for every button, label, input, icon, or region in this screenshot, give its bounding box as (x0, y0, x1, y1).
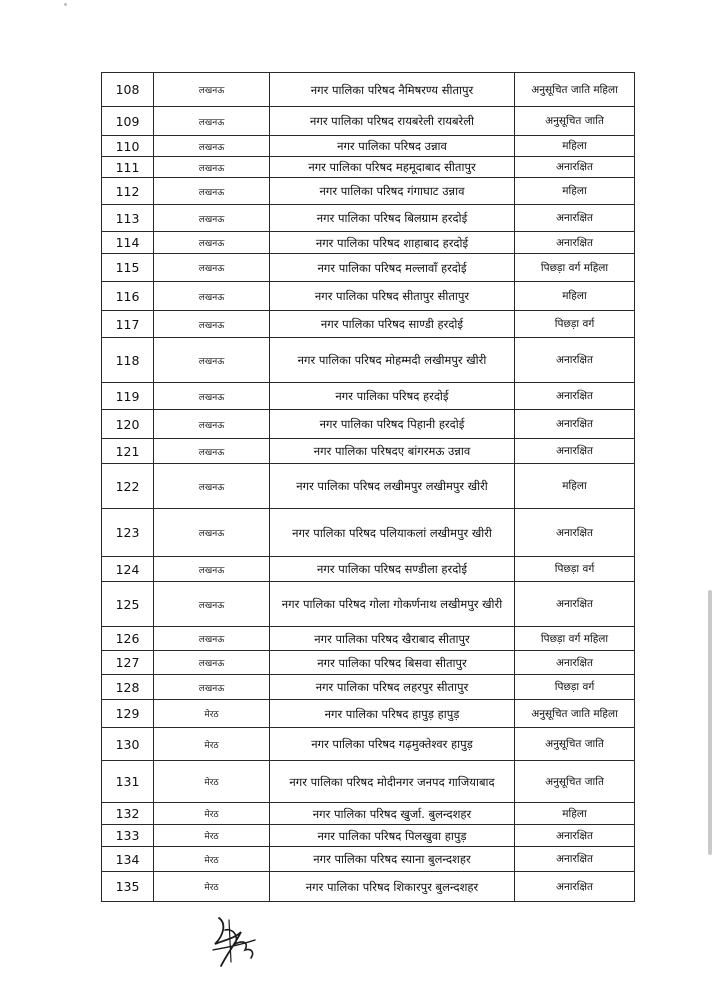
serial-number-cell: 110 (102, 136, 154, 157)
serial-number-cell: 123 (102, 509, 154, 557)
table-row (102, 700, 635, 728)
municipality-name-cell: नगर पालिका परिषद गोला गोकर्णनाथ लखीमपुर खीरी (270, 582, 515, 627)
table-row (102, 254, 635, 282)
serial-number-cell: 115 (102, 254, 154, 282)
reservation-category-cell: अनारक्षित (515, 410, 635, 439)
serial-number-cell: 124 (102, 557, 154, 582)
serial-number-cell: 125 (102, 582, 154, 627)
division-cell: लखनऊ (154, 136, 270, 157)
reservation-table (101, 72, 635, 902)
municipality-name-cell: नगर पालिका परिषद मोहम्मदी लखीमपुर खीरी (270, 338, 515, 383)
division-cell: मेरठ (154, 700, 270, 728)
table-row (102, 157, 635, 178)
division-cell: लखनऊ (154, 205, 270, 232)
municipality-name-cell: नगर पालिका परिषद उन्नाव (270, 136, 515, 157)
municipality-name-cell: नगर पालिका परिषद पिलखुवा हापुड़ (270, 825, 515, 847)
serial-number-cell: 118 (102, 338, 154, 383)
serial-number-cell: 129 (102, 700, 154, 728)
municipality-name-cell: नगर पालिका परिषद हरदोई (270, 383, 515, 410)
table-row (102, 557, 635, 582)
serial-number-cell: 126 (102, 627, 154, 651)
division-cell: लखनऊ (154, 651, 270, 675)
reservation-category-cell: पिछड़ा वर्ग (515, 557, 635, 582)
municipality-name-cell: नगर पालिका परिषद हापुड़ हापुड़ (270, 700, 515, 728)
municipality-name-cell: नगर पालिका परिषद सण्डीला हरदोई (270, 557, 515, 582)
division-cell: लखनऊ (154, 627, 270, 651)
division-cell: लखनऊ (154, 157, 270, 178)
serial-number-cell: 130 (102, 728, 154, 761)
municipality-name-cell: नगर पालिका परिषद खुर्जा. बुलन्दशहर (270, 803, 515, 825)
table-row (102, 582, 635, 627)
municipality-name-cell: नगर पालिका परिषद पलियाकलां लखीमपुर खीरी (270, 509, 515, 557)
table-row (102, 728, 635, 761)
table-row (102, 439, 635, 464)
reservation-category-cell: अनारक्षित (515, 825, 635, 847)
serial-number-cell: 127 (102, 651, 154, 675)
municipality-name-cell: नगर पालिका परिषद लहरपुर सीतापुर (270, 675, 515, 700)
table-row (102, 232, 635, 254)
reservation-category-cell: अनारक्षित (515, 582, 635, 627)
table-row (102, 282, 635, 311)
reservation-category-cell: अनुसूचित जाति (515, 107, 635, 136)
reservation-category-cell: अनारक्षित (515, 509, 635, 557)
reservation-category-cell: अनारक्षित (515, 439, 635, 464)
reservation-category-cell: अनारक्षित (515, 872, 635, 902)
reservation-category-cell: महिला (515, 178, 635, 205)
table-row (102, 872, 635, 902)
scrollbar[interactable] (708, 590, 712, 855)
municipality-name-cell: नगर पालिका परिषद साण्डी हरदोई (270, 311, 515, 338)
municipality-name-cell: नगर पालिका परिषद खैराबाद सीतापुर (270, 627, 515, 651)
division-cell: लखनऊ (154, 254, 270, 282)
table-row (102, 410, 635, 439)
division-cell: लखनऊ (154, 509, 270, 557)
reservation-category-cell: अनारक्षित (515, 651, 635, 675)
division-cell: लखनऊ (154, 282, 270, 311)
serial-number-cell: 133 (102, 825, 154, 847)
municipality-name-cell: नगर पालिका परिषद सीतापुर सीतापुर (270, 282, 515, 311)
reservation-category-cell: अनुसूचित जाति महिला (515, 700, 635, 728)
municipality-name-cell: नगर पालिका परिषद रायबरेली रायबरेली (270, 107, 515, 136)
reservation-category-cell: पिछड़ा वर्ग महिला (515, 254, 635, 282)
serial-number-cell: 116 (102, 282, 154, 311)
municipality-name-cell: नगर पालिका परिषद बिसवा सीतापुर (270, 651, 515, 675)
division-cell: लखनऊ (154, 383, 270, 410)
reservation-category-cell: महिला (515, 803, 635, 825)
table-row (102, 803, 635, 825)
serial-number-cell: 111 (102, 157, 154, 178)
serial-number-cell: 121 (102, 439, 154, 464)
division-cell: लखनऊ (154, 107, 270, 136)
municipality-name-cell: नगर पालिका परिषद नैमिषरण्य सीतापुर (270, 73, 515, 107)
division-cell: लखनऊ (154, 410, 270, 439)
division-cell: लखनऊ (154, 178, 270, 205)
table-row (102, 178, 635, 205)
table-row (102, 107, 635, 136)
table-row (102, 338, 635, 383)
reservation-category-cell: पिछड़ा वर्ग (515, 675, 635, 700)
table-row (102, 383, 635, 410)
division-cell: लखनऊ (154, 582, 270, 627)
serial-number-cell: 109 (102, 107, 154, 136)
paper-speck (64, 3, 67, 6)
table-row (102, 136, 635, 157)
division-cell: लखनऊ (154, 439, 270, 464)
reservation-category-cell: अनारक्षित (515, 338, 635, 383)
division-cell: लखनऊ (154, 338, 270, 383)
division-cell: लखनऊ (154, 311, 270, 338)
handwritten-signature-icon (205, 910, 265, 970)
serial-number-cell: 120 (102, 410, 154, 439)
table-row (102, 509, 635, 557)
division-cell: मेरठ (154, 761, 270, 803)
reservation-category-cell: अनारक्षित (515, 205, 635, 232)
table-row (102, 675, 635, 700)
municipality-name-cell: नगर पालिका परिषद बिलग्राम हरदोई (270, 205, 515, 232)
serial-number-cell: 135 (102, 872, 154, 902)
reservation-category-cell: अनुसूचित जाति महिला (515, 73, 635, 107)
table-row (102, 311, 635, 338)
reservation-category-cell: पिछड़ा वर्ग महिला (515, 627, 635, 651)
reservation-category-cell: अनारक्षित (515, 157, 635, 178)
division-cell: मेरठ (154, 847, 270, 872)
municipality-name-cell: नगर पालिका परिषद मोदीनगर जनपद गाजियाबाद (270, 761, 515, 803)
reservation-category-cell: महिला (515, 282, 635, 311)
reservation-category-cell: महिला (515, 464, 635, 509)
division-cell: लखनऊ (154, 557, 270, 582)
municipality-name-cell: नगर पालिका परिषद शाहाबाद हरदोई (270, 232, 515, 254)
serial-number-cell: 113 (102, 205, 154, 232)
division-cell: लखनऊ (154, 675, 270, 700)
reservation-category-cell: अनुसूचित जाति (515, 728, 635, 761)
municipality-name-cell: नगर पालिका परिषद शिकारपुर बुलन्दशहर (270, 872, 515, 902)
serial-number-cell: 117 (102, 311, 154, 338)
serial-number-cell: 108 (102, 73, 154, 107)
table-row (102, 205, 635, 232)
division-cell: मेरठ (154, 825, 270, 847)
serial-number-cell: 119 (102, 383, 154, 410)
reservation-category-cell: अनुसूचित जाति (515, 761, 635, 803)
municipality-name-cell: नगर पालिका परिषद महमूदाबाद सीतापुर (270, 157, 515, 178)
municipality-name-cell: नगर पालिका परिषद पिहानी हरदोई (270, 410, 515, 439)
municipality-name-cell: नगर पालिका परिषद गंगाघाट उन्नाव (270, 178, 515, 205)
table-row (102, 464, 635, 509)
serial-number-cell: 122 (102, 464, 154, 509)
reservation-category-cell: महिला (515, 136, 635, 157)
table-body (102, 73, 635, 902)
reservation-category-cell: अनारक्षित (515, 847, 635, 872)
table-row (102, 847, 635, 872)
table-row (102, 627, 635, 651)
municipality-name-cell: नगर पालिका परिषद गढ़मुक्तेश्वर हापुड़ (270, 728, 515, 761)
serial-number-cell: 134 (102, 847, 154, 872)
municipality-name-cell: नगर पालिका परिषद मल्लावाँ हरदोई (270, 254, 515, 282)
division-cell: मेरठ (154, 872, 270, 902)
reservation-category-cell: पिछड़ा वर्ग (515, 311, 635, 338)
division-cell: लखनऊ (154, 232, 270, 254)
municipality-name-cell: नगर पालिका परिषदए बांगरमऊ उन्नाव (270, 439, 515, 464)
serial-number-cell: 131 (102, 761, 154, 803)
serial-number-cell: 112 (102, 178, 154, 205)
reservation-category-cell: अनारक्षित (515, 232, 635, 254)
table-row (102, 761, 635, 803)
division-cell: लखनऊ (154, 464, 270, 509)
table-row (102, 825, 635, 847)
table-row (102, 73, 635, 107)
serial-number-cell: 114 (102, 232, 154, 254)
table-row (102, 651, 635, 675)
division-cell: मेरठ (154, 803, 270, 825)
division-cell: मेरठ (154, 728, 270, 761)
division-cell: लखनऊ (154, 73, 270, 107)
serial-number-cell: 132 (102, 803, 154, 825)
reservation-category-cell: अनारक्षित (515, 383, 635, 410)
serial-number-cell: 128 (102, 675, 154, 700)
municipality-name-cell: नगर पालिका परिषद स्याना बुलन्दशहर (270, 847, 515, 872)
municipality-name-cell: नगर पालिका परिषद लखीमपुर लखीमपुर खीरी (270, 464, 515, 509)
